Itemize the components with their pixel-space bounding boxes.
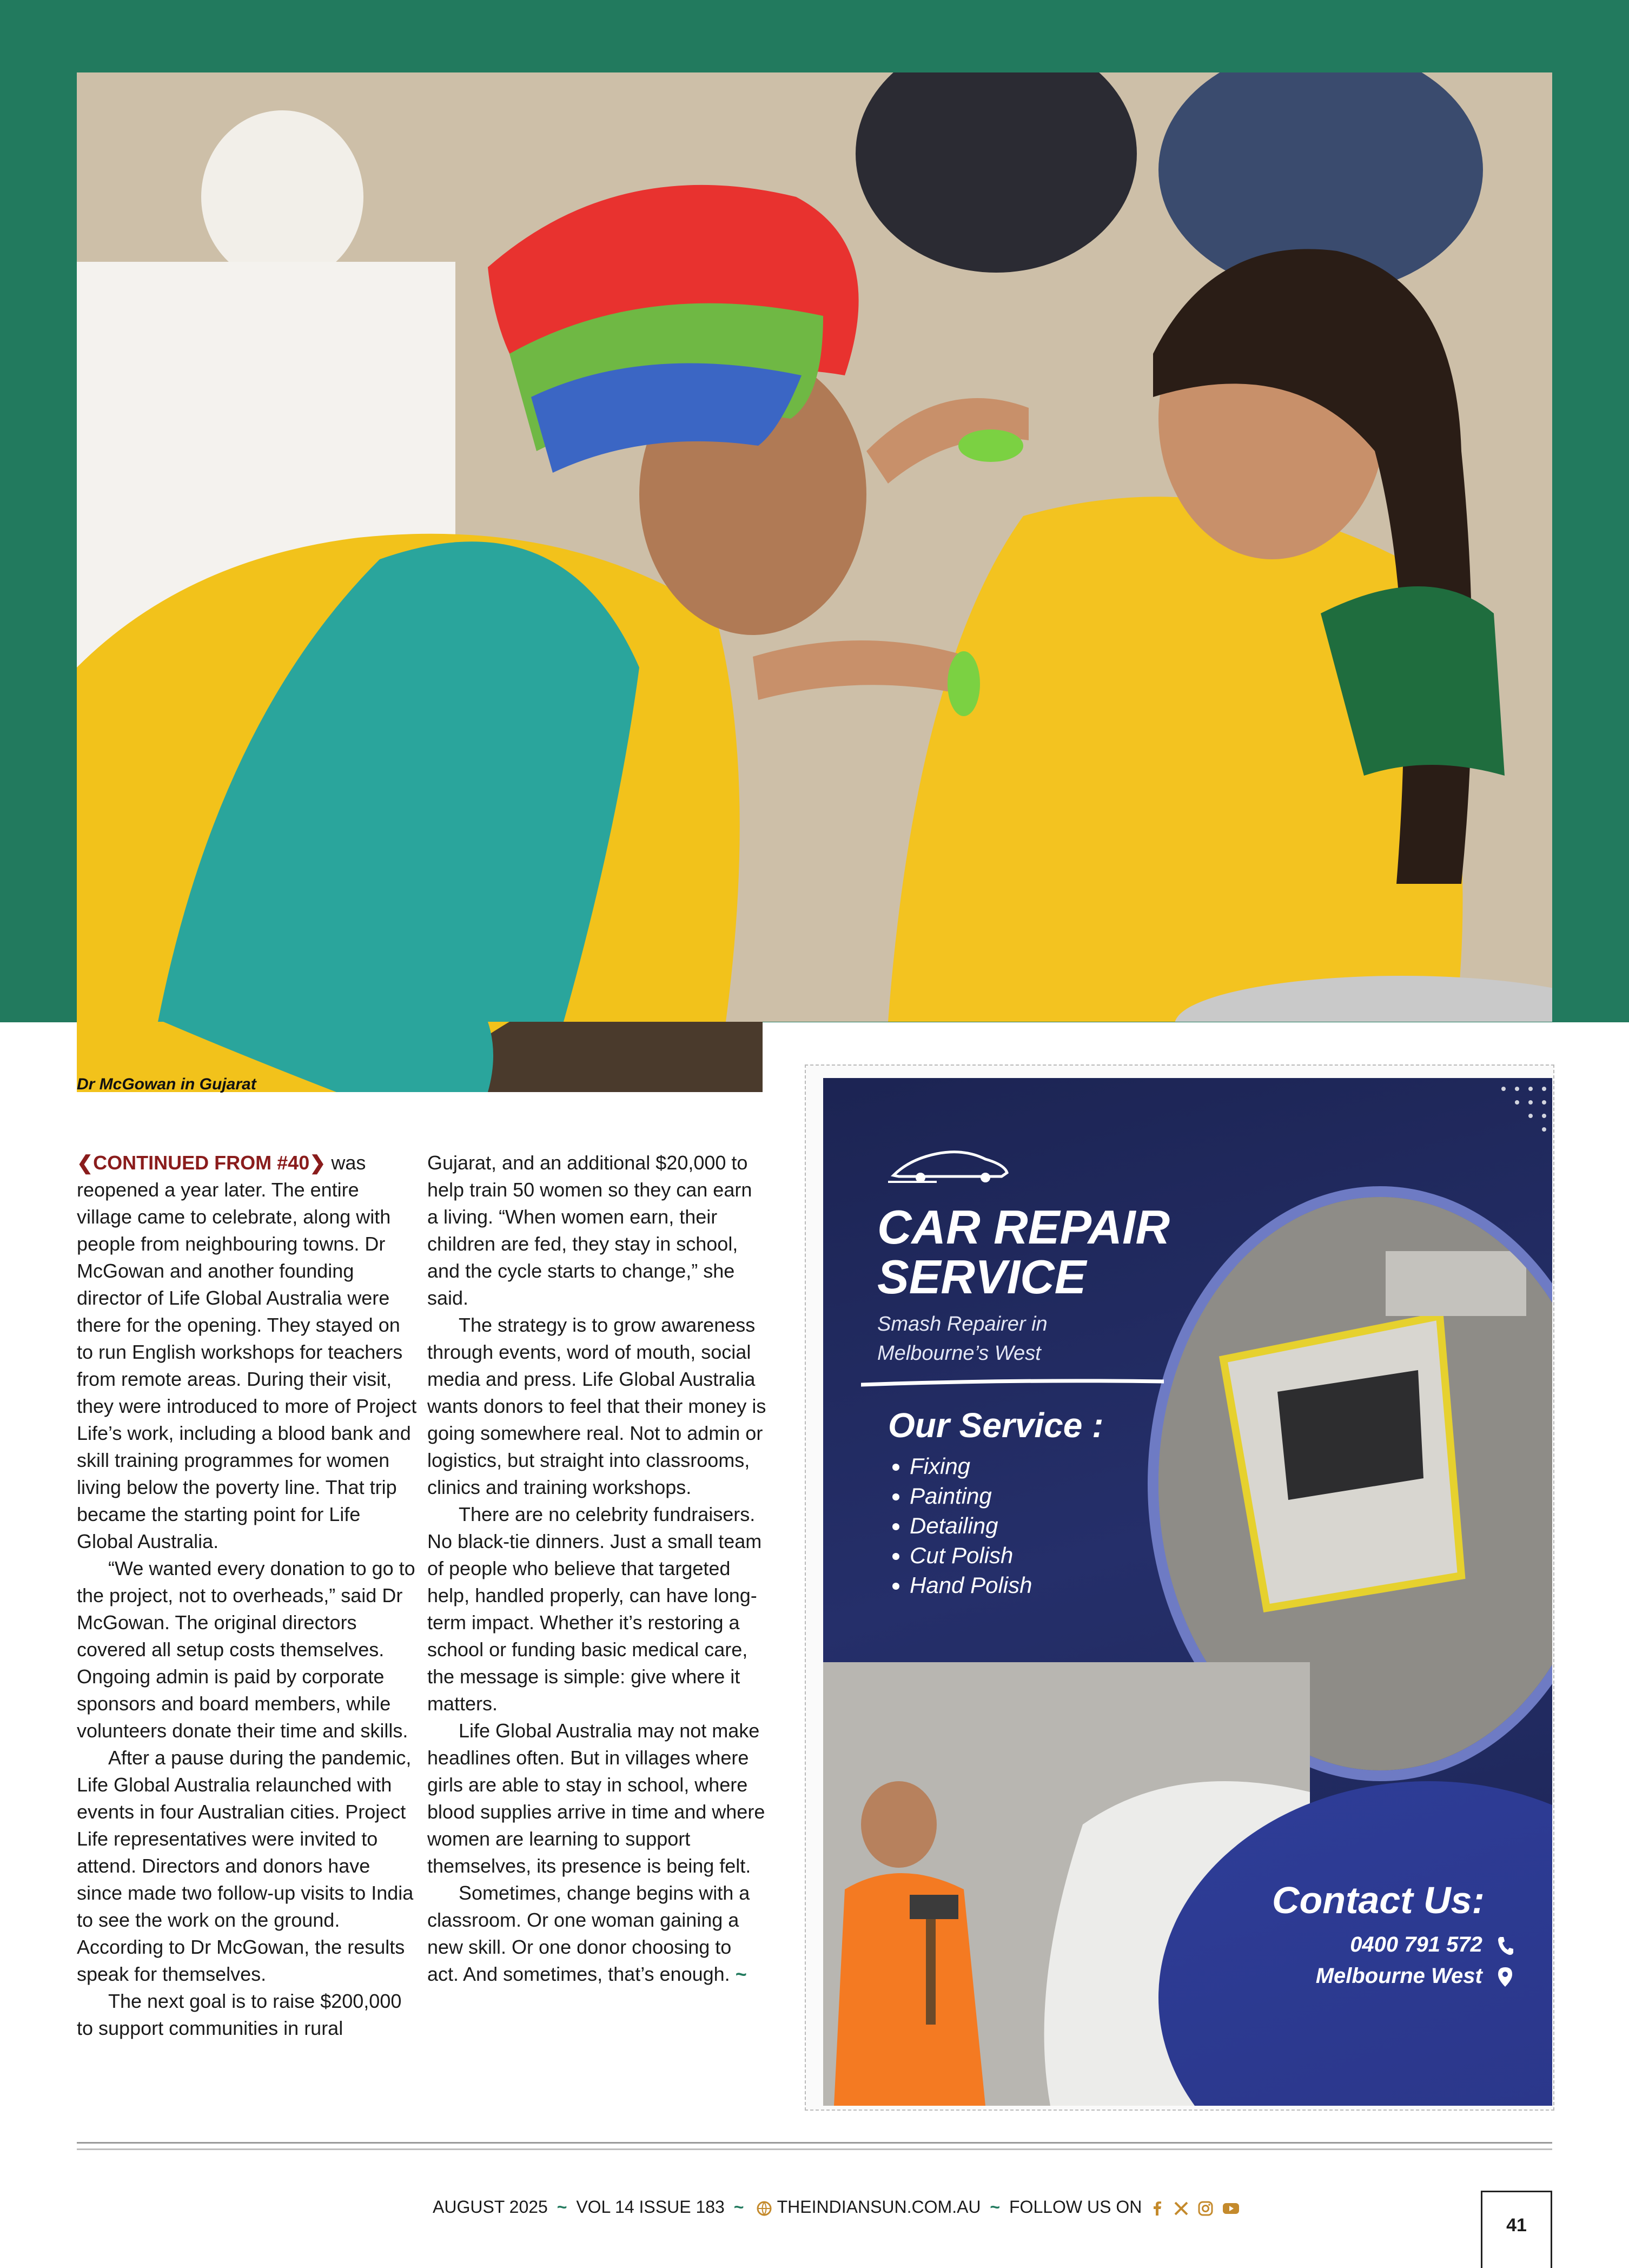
instagram-icon[interactable] bbox=[1197, 2200, 1214, 2217]
article-column-2 bbox=[427, 1149, 768, 1988]
phone-icon bbox=[1496, 1935, 1514, 1956]
services-list bbox=[888, 1451, 1032, 1600]
contact-heading: Contact Us: bbox=[1272, 1879, 1485, 1921]
x-twitter-icon[interactable] bbox=[1173, 2200, 1189, 2217]
leaf-separator-icon: ~ bbox=[990, 2197, 1001, 2217]
service-item: • Hand Polish bbox=[910, 1570, 1032, 1600]
footer-rule bbox=[77, 2148, 1552, 2150]
service-item: • Cut Polish bbox=[910, 1540, 1032, 1570]
continued-flag: ❮CONTINUED FROM #40❯ bbox=[77, 1152, 326, 1174]
article-paragraph: There are no celebrity fundraisers. No black-tie dinners. Just a small team of people who believe that targeted help, handled properly, can have long-term impact. Whether it’s restoring a school or funding basic medical care, the message is simple: give where it matters. bbox=[427, 1503, 762, 1715]
article-paragraph: The next goal is to raise $200,000 to support communities in rural bbox=[77, 1990, 402, 2039]
footer-follow-label: FOLLOW US ON bbox=[1009, 2197, 1142, 2217]
car-logo-icon bbox=[888, 1138, 1012, 1186]
photo-caption: Dr McGowan in Gujarat bbox=[77, 1075, 256, 1093]
globe-icon bbox=[756, 2200, 772, 2217]
footer-rule bbox=[77, 2142, 1552, 2144]
article-column-1 bbox=[77, 1149, 418, 2042]
article-paragraph: “We wanted every donation to go to the project, not to overheads,” said Dr McGowan. The original directors covered all setup costs themselves. Ongoing admin is paid by corporate sponsors and board members, while volunteers donate their time and skills. bbox=[77, 1557, 415, 1742]
article-paragraph: Life Global Australia may not make headlines often. But in villages where girls are able to stay in school, where blood supplies arrive in time and where women are learning to support themselves, its presence is being felt. bbox=[427, 1720, 765, 1877]
footer-date: AUGUST 2025 bbox=[433, 2197, 548, 2217]
dot-pattern-icon bbox=[1487, 1078, 1552, 1143]
location-text: Melbourne West bbox=[1315, 1964, 1482, 1988]
article-paragraph: Gujarat, and an additional $20,000 to help train 50 women so they can earn a living. “When women earn, their children are fed, they stay in school, and the cycle starts to change,” she said. bbox=[427, 1152, 752, 1309]
phone-number: 0400 791 572 bbox=[1350, 1933, 1482, 1956]
feature-photo-illustration bbox=[77, 72, 1552, 1022]
ad-title: CAR REPAIR SERVICE bbox=[877, 1200, 1170, 1304]
article-paragraph: After a pause during the pandemic, Life Global Australia relaunched with events in four Australian cities. Project Life representatives were invited to attend. Directors and donors have since made two follow-up visits to India to see the work on the ground. According to Dr McGowan, the results speak for themselves. bbox=[77, 1747, 414, 1985]
location-pin-icon bbox=[1496, 1966, 1514, 1988]
feature-photo bbox=[77, 72, 1552, 1022]
end-mark-icon: ~ bbox=[735, 1963, 747, 1985]
page-number: 41 bbox=[1481, 2191, 1552, 2268]
footer-issue: VOL 14 ISSUE 183 bbox=[576, 2197, 725, 2217]
article-paragraph: ❮CONTINUED FROM #40❯ was reopened a year later. The entire village came to celebrate, along with people from neighbouring towns. Dr McGowan and another founding director of Life Global Australia were there for the opening. They stayed on to run English workshops for teachers from remote areas. During their visit, they were introduced to more of Project Life’s work, including a blood bank and skill training programmes for women living below the poverty line. That trip became the starting point for Life Global Australia. bbox=[77, 1152, 417, 1552]
youtube-icon[interactable] bbox=[1222, 2200, 1240, 2217]
contact-phone bbox=[1350, 1933, 1514, 1957]
service-item: • Detailing bbox=[910, 1511, 1032, 1540]
brush-underline-icon bbox=[861, 1378, 1164, 1387]
footer-website-link[interactable]: THEINDIANSUN.COM.AU bbox=[777, 2197, 981, 2217]
leaf-separator-icon: ~ bbox=[557, 2197, 567, 2217]
leaf-separator-icon: ~ bbox=[733, 2197, 744, 2217]
car-repair-advertisement bbox=[823, 1078, 1552, 2106]
article-paragraph: Sometimes, change begins with a classroom. Or one woman gaining a new skill. Or one donor choosing to act. And sometimes, that’s enough. ~ bbox=[427, 1882, 750, 1985]
facebook-icon[interactable] bbox=[1150, 2200, 1165, 2217]
footer-bar bbox=[433, 2197, 1240, 2217]
ad-subtitle: Smash Repairer in Melbourne’s West bbox=[877, 1313, 1048, 1365]
article-paragraph: The strategy is to grow awareness through events, word of mouth, social media and press. Life Global Australia wants donors to feel that their money is going somewhere real. Not to admin or logistics, but straight into classrooms, clinics and training workshops. bbox=[427, 1314, 766, 1498]
services-heading: Our Service : bbox=[888, 1406, 1104, 1445]
service-item: • Fixing bbox=[910, 1451, 1032, 1481]
service-item: • Painting bbox=[910, 1481, 1032, 1511]
contact-location bbox=[1316, 1964, 1514, 1988]
